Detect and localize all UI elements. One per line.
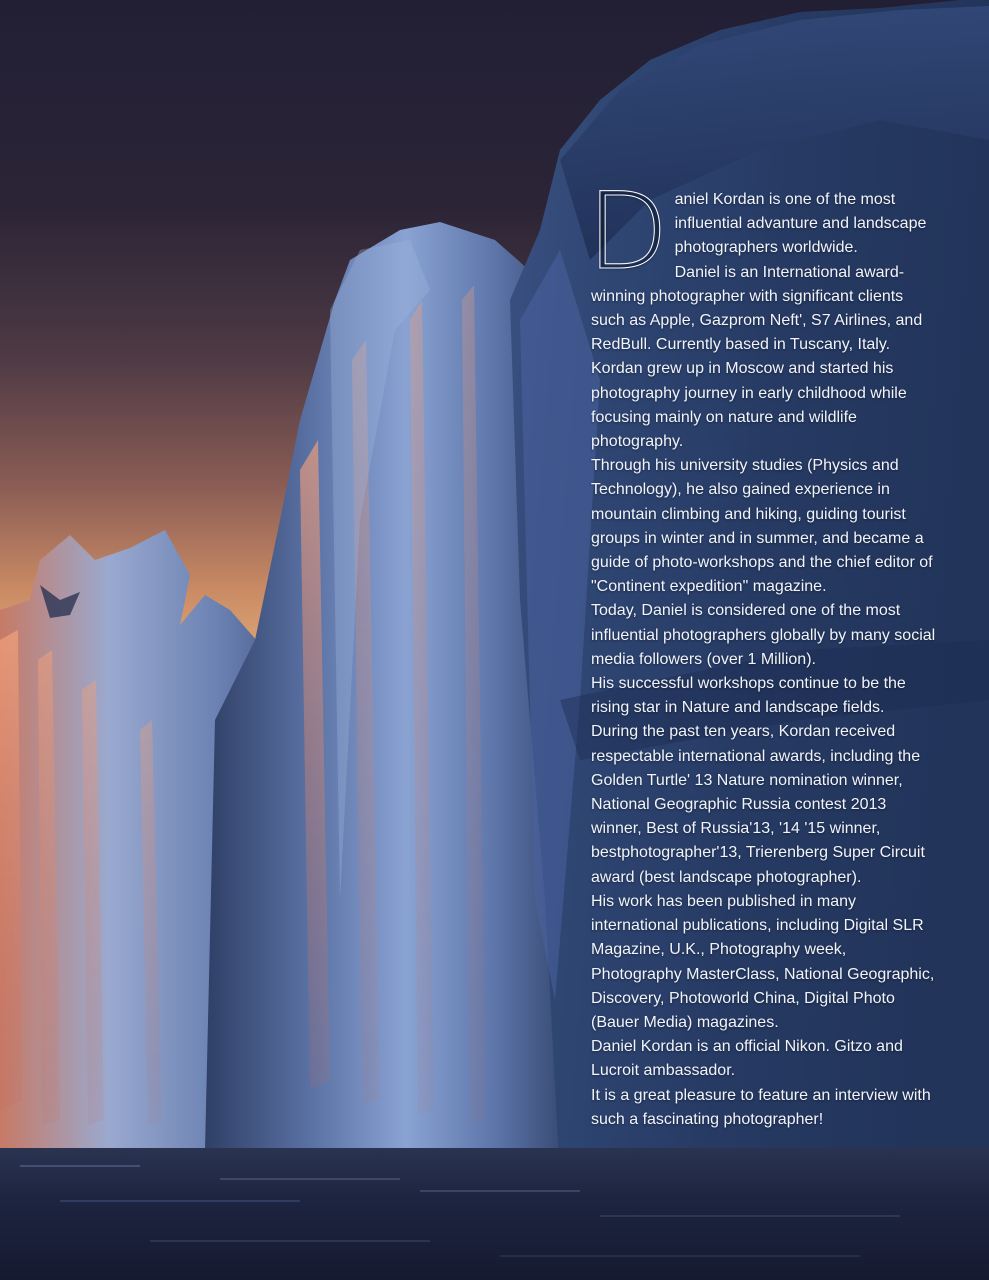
paragraph-publications: His work has been published in many international publications, including Digital SLR Magazine, U.K., Photography week, Photography MasterClass, National Geographic, Discovery, Photoworld China, Digital Photo (Bauer Media) magazines. xyxy=(591,892,935,1031)
paragraph-ambassador: Daniel Kordan is an official Nikon. Gitzo and Lucroit ambassador. xyxy=(591,1038,903,1080)
paragraph-childhood: Kordan grew up in Moscow and started his photography journey in early childhood while focusing mainly on nature and wildlife photography. xyxy=(591,360,907,451)
sea-water xyxy=(0,1148,989,1280)
paragraph-awards: During the past ten years, Kordan received respectable international awards, including the Golden Turtle' 13 Nature nomination winner, National Geographic Russia contest 2013 winner, Best of Russia'13, '14 '15 winner, bestphotographer'13, Trierenberg Super Circuit award (best landscape photographer). xyxy=(591,723,925,886)
paragraph-closing: It is a great pleasure to feature an interview with such a fascinating photographer! xyxy=(591,1086,931,1128)
paragraph-clients: Daniel is an International award-winning photographer with significant clients such as Apple, Gazprom Neft', S7 Airlines, and RedBull. Currently based in Tuscany, Italy. xyxy=(591,263,923,354)
paragraph-influence: Today, Daniel is considered one of the most influential photographers globally by many social media followers (over 1 Million). xyxy=(591,602,936,668)
article-text xyxy=(587,170,936,1132)
paragraph-university: Through his university studies (Physics and Technology), he also gained experience in mountain climbing and hiking, guiding tourist groups in winter and in summer, and became a guide of photo-workshops and the chief editor of "Continent expedition" magazine. xyxy=(591,457,933,596)
dropcap: D xyxy=(587,170,669,293)
paragraph-workshops: His successful workshops continue to be the rising star in Nature and landscape fields. xyxy=(591,675,906,717)
intro-paragraph: aniel Kordan is one of the most influential advanture and landscape photographers worldwide. xyxy=(674,191,927,257)
